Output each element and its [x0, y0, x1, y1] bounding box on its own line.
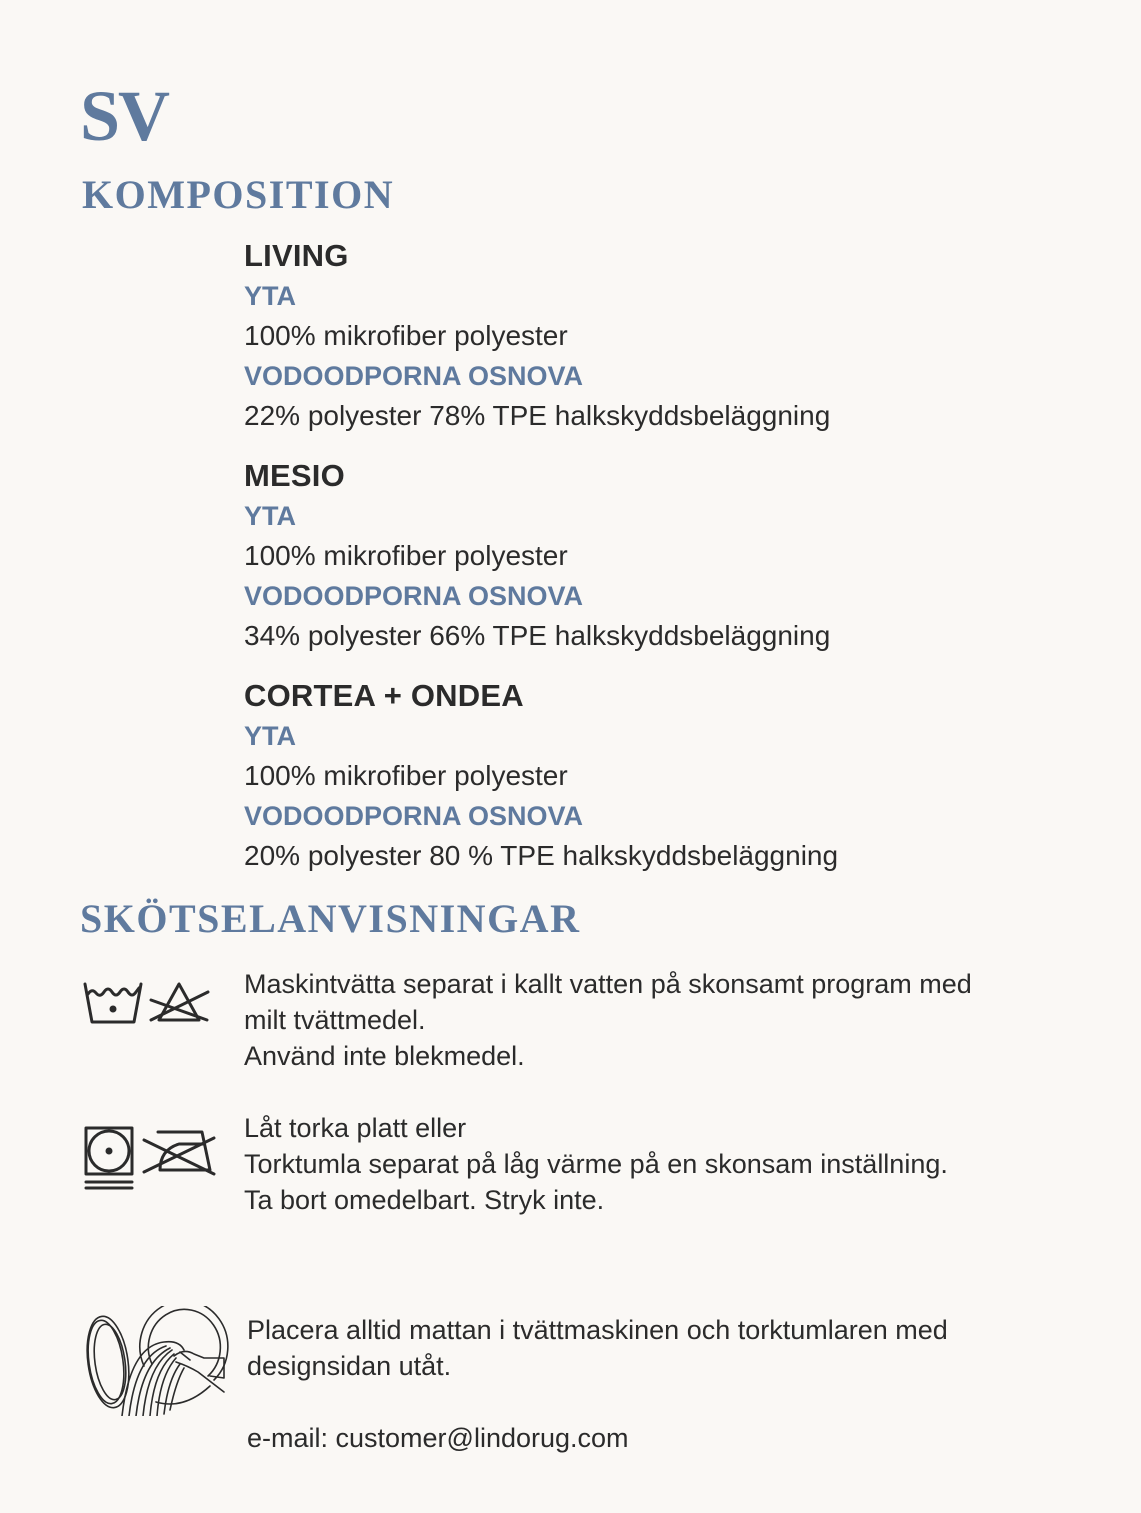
- spacer: [247, 1384, 1077, 1420]
- care-line: Maskintvätta separat i kallt vatten på skonsamt program med: [244, 969, 972, 999]
- backing-value: 20% polyester 80 % TPE halkskyddsbeläggning: [244, 840, 839, 871]
- care-line: Använd inte blekmedel.: [244, 1041, 525, 1071]
- no-bleach-icon: [151, 984, 208, 1020]
- product-cortea-ondea: [244, 676, 838, 876]
- care-line: Placera alltid mattan i tvättmaskinen och torktumlaren med: [247, 1315, 948, 1345]
- backing-label: VODOODPORNA OSNOVA: [244, 361, 584, 391]
- backing-value: 22% polyester 78% TPE halkskyddsbeläggning: [244, 400, 831, 431]
- care-line: Låt torka platt eller: [244, 1113, 467, 1143]
- care-instructions-heading: SKÖTSELANVISNINGAR: [80, 896, 581, 941]
- care-text: [244, 966, 1074, 1074]
- do-not-iron-icon: [144, 1132, 214, 1174]
- language-code-heading: SV: [80, 76, 169, 156]
- care-text: [247, 1312, 1077, 1456]
- composition-heading: KOMPOSITION: [82, 172, 395, 217]
- backing-label: VODOODPORNA OSNOVA: [244, 801, 584, 831]
- product-mesio: [244, 456, 830, 656]
- surface-label: YTA: [244, 721, 296, 751]
- care-text: [244, 1110, 1074, 1218]
- product-living: [244, 236, 830, 436]
- surface-label: YTA: [244, 501, 296, 531]
- product-name: CORTEA + ONDEA: [244, 678, 524, 713]
- care-icons: [82, 980, 212, 1028]
- surface-value: 100% mikrofiber polyester: [244, 540, 568, 571]
- care-icons: [84, 1120, 224, 1190]
- care-icons: [84, 1306, 229, 1416]
- care-line: Ta bort omedelbart. Stryk inte.: [244, 1185, 605, 1215]
- contact-email[interactable]: e-mail: customer@lindorug.com: [247, 1423, 629, 1453]
- product-name: MESIO: [244, 458, 345, 493]
- backing-label: VODOODPORNA OSNOVA: [244, 581, 584, 611]
- washing-machine-load-icon: [84, 1306, 229, 1416]
- product-name: LIVING: [244, 238, 349, 273]
- surface-value: 100% mikrofiber polyester: [244, 320, 568, 351]
- care-line: Torktumla separat på låg värme på en skonsam inställning.: [244, 1149, 948, 1179]
- tumble-dry-low-gentle-icon: [86, 1128, 132, 1188]
- care-line: milt tvättmedel.: [244, 1005, 426, 1035]
- care-line: designsidan utåt.: [247, 1351, 452, 1381]
- surface-label: YTA: [244, 281, 296, 311]
- wash-cold-icon: [85, 984, 141, 1022]
- backing-value: 34% polyester 66% TPE halkskyddsbeläggning: [244, 620, 831, 651]
- surface-value: 100% mikrofiber polyester: [244, 760, 568, 791]
